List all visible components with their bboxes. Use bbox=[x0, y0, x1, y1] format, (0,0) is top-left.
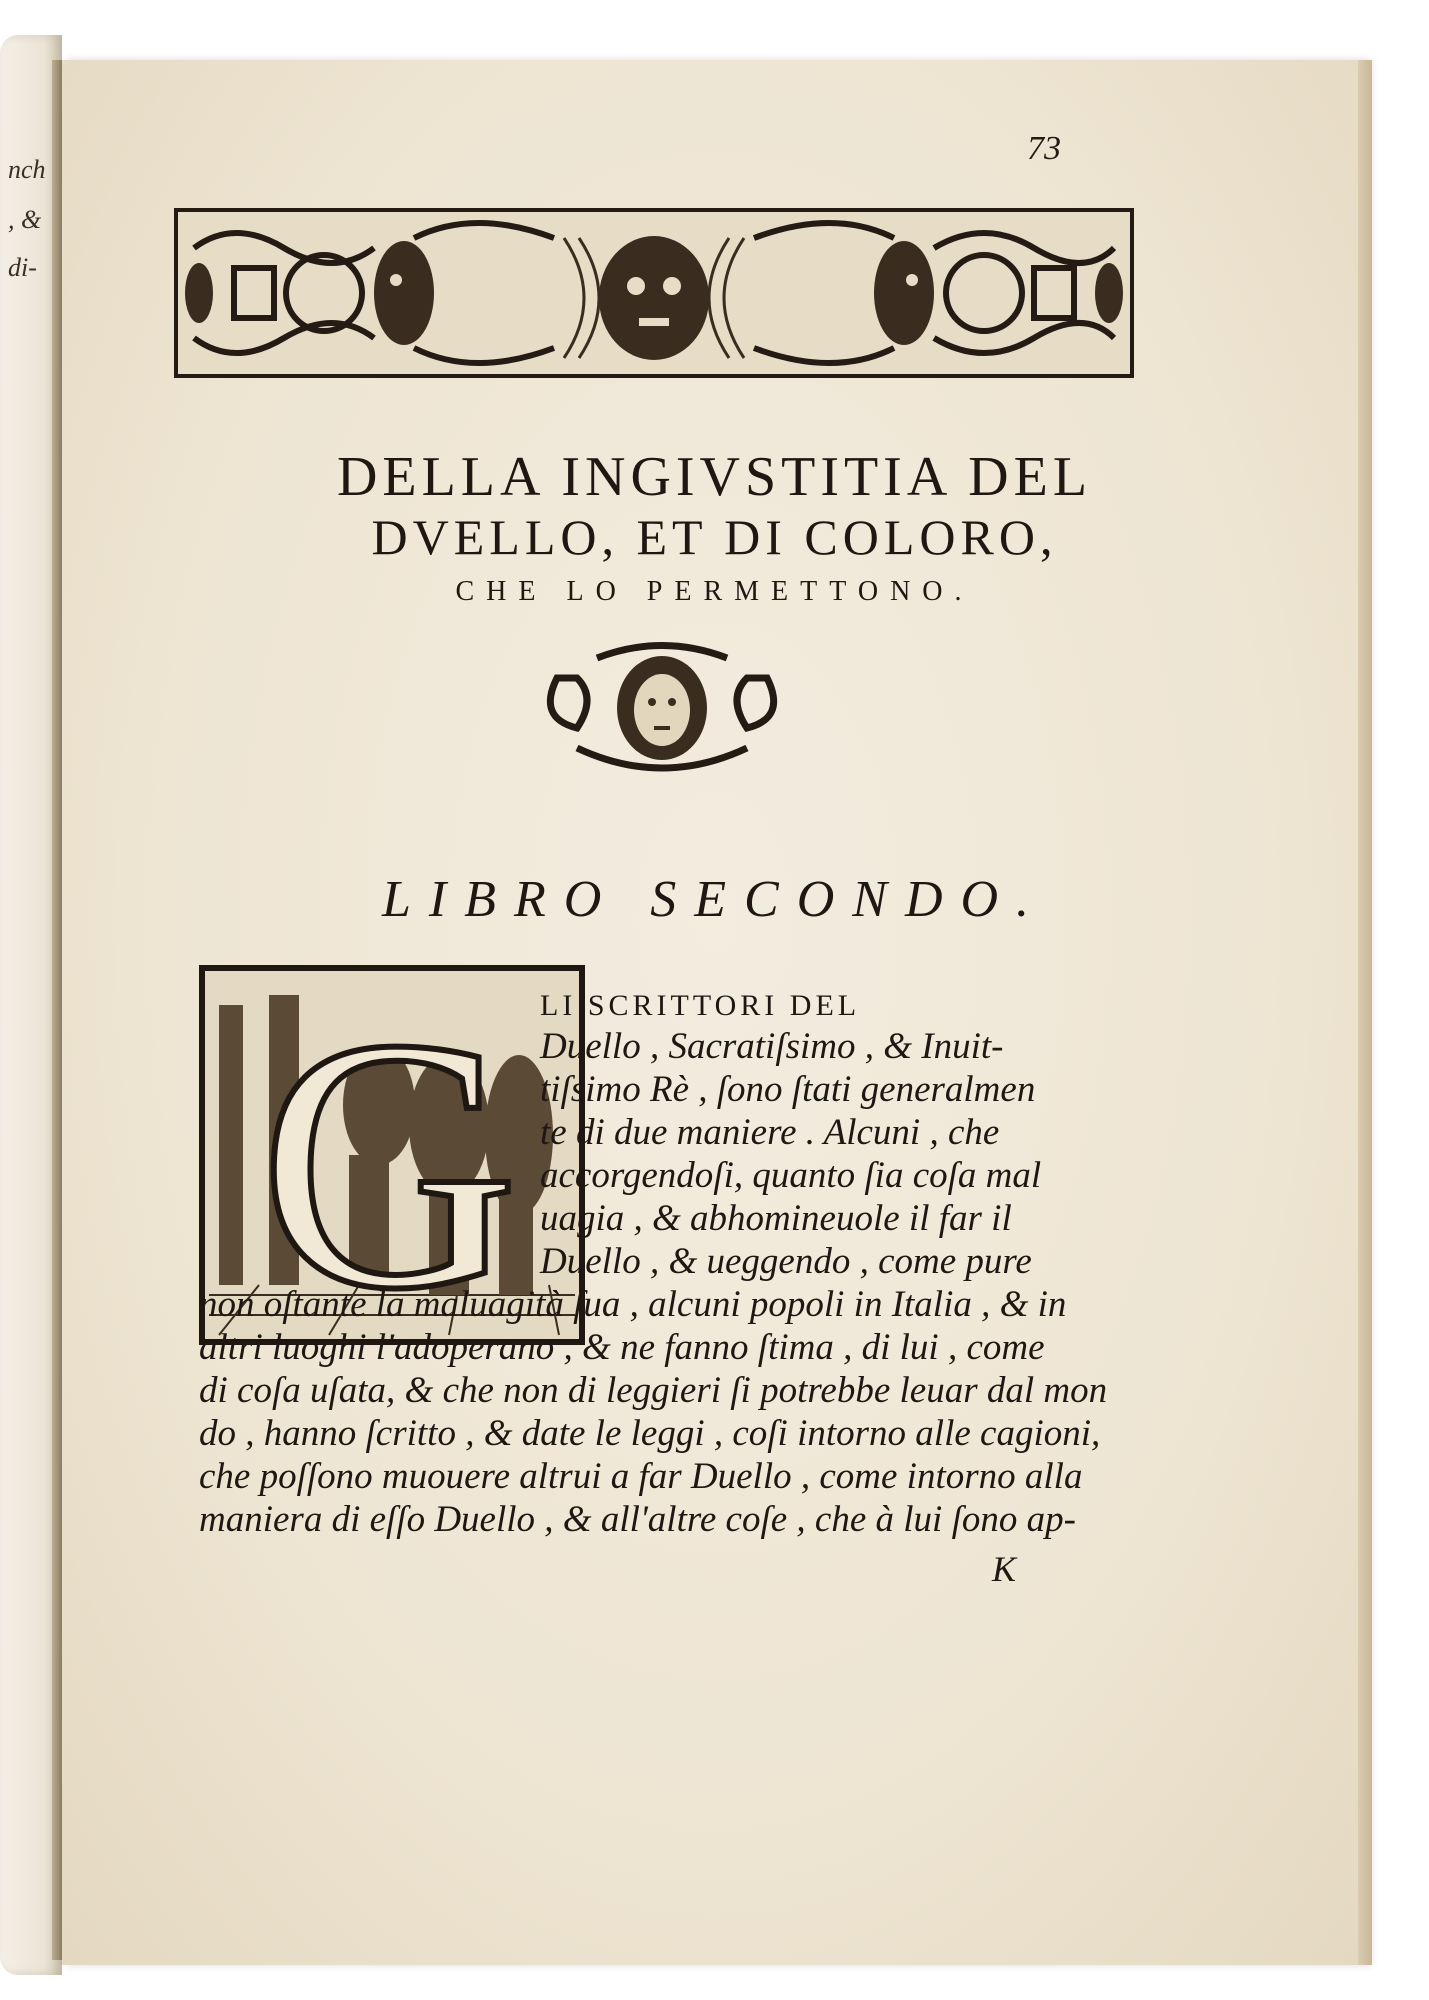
signature-mark: K bbox=[992, 1549, 1017, 1589]
body-line-13: maniera di eſſo Duello , & all'altre coſe , che à lui ſono ap- bbox=[199, 1499, 1076, 1540]
page-number: 73 bbox=[1027, 130, 1061, 167]
body-line-8: non oſtante la maluagità ſua , alcuni popoli in Italia , & in bbox=[199, 1284, 1067, 1325]
facing-page-fragment: di- bbox=[8, 253, 37, 282]
page-edge bbox=[1358, 60, 1372, 1965]
facing-page-fragment: , & bbox=[8, 205, 42, 234]
chapter-heading-line-3: CHE LO PERMETTONO. bbox=[455, 576, 974, 607]
chapter-heading-line-2: DVELLO, ET DI COLORO, bbox=[371, 509, 1058, 565]
body-line-5: accorgendoſi, quanto ſia coſa mal bbox=[540, 1155, 1042, 1196]
body-line-3: tiſsimo Rè , ſono ſtati generalmen bbox=[540, 1069, 1036, 1110]
chapter-heading-line-1: DELLA INGIVSTITIA DEL bbox=[336, 446, 1093, 508]
woodcut-headpiece-banner bbox=[174, 208, 1134, 378]
body-line-1: LI SCRITTORI DEL bbox=[540, 989, 861, 1022]
body-line-9: altri luoghi l'adoperano , & ne fanno ſtima , di lui , come bbox=[199, 1327, 1045, 1368]
ornamental-vignette bbox=[537, 638, 787, 788]
satyr-face-icon bbox=[374, 241, 434, 345]
book-title: LIBRO SECONDO. bbox=[381, 871, 1048, 928]
facing-page-fragment: nch bbox=[8, 155, 46, 184]
grotesque-mask-icon bbox=[599, 236, 709, 360]
satyr-face-icon bbox=[874, 241, 934, 345]
body-line-4: te di due maniere . Alcuni , che bbox=[540, 1112, 1000, 1153]
body-line-6: uagia , & abhomineuole il far il bbox=[540, 1198, 1012, 1239]
body-line-10: di coſa uſata, & che non di leggieri ſi potrebbe leuar dal mon bbox=[199, 1370, 1108, 1411]
body-line-11: do , hanno ſcritto , & date le leggi , coſi intorno alle cagioni, bbox=[199, 1413, 1101, 1454]
body-line-7: Duello , & ueggendo , come pure bbox=[540, 1241, 1032, 1282]
book-page bbox=[62, 60, 1367, 1965]
body-line-2: Duello , Sacratiſsimo , & Inuit- bbox=[540, 1026, 1004, 1067]
initial-letter-g: G bbox=[259, 965, 519, 1345]
body-line-12: che poſſono muouere altrui a far Duello , come intorno alla bbox=[199, 1456, 1083, 1497]
